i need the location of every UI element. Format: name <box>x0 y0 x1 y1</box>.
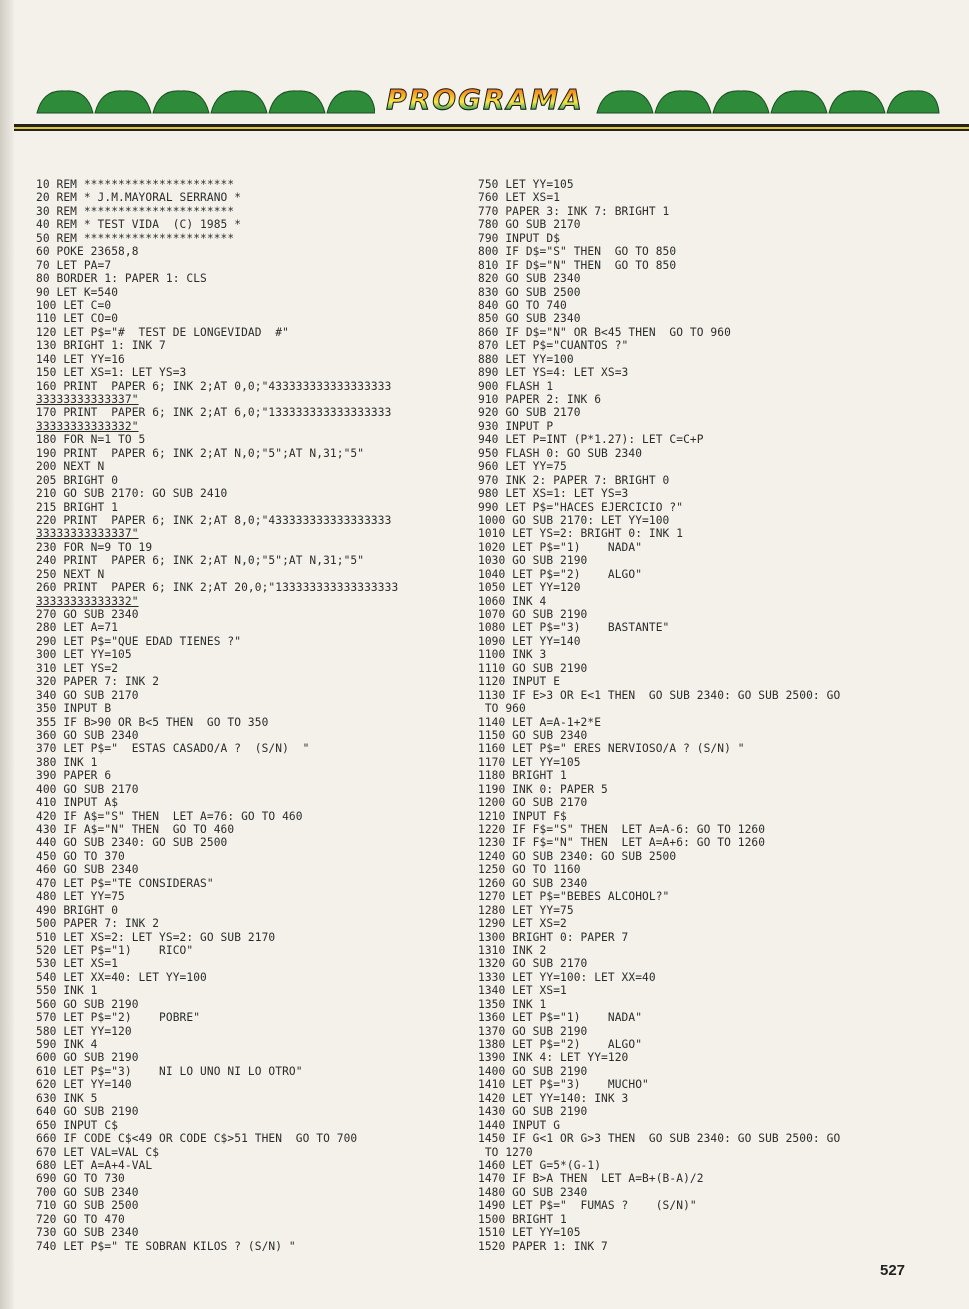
code-line: 1220 IF F$="S" THEN LET A=A-6: GO TO 1260 <box>478 823 766 836</box>
code-line: 660 IF CODE C$<49 OR CODE C$>51 THEN GO TO 700 <box>36 1132 358 1146</box>
code-line: 790 INPUT D$ <box>478 231 561 245</box>
code-line: 450 GO TO 370 <box>36 849 125 863</box>
code-line: 1240 GO SUB 2340: GO SUB 2500 <box>478 849 677 863</box>
code-line: 710 GO SUB 2500 <box>36 1199 139 1213</box>
code-line: 870 LET P$="CUANTOS ?" <box>478 339 629 353</box>
code-line: 60 POKE 23658,8 <box>36 245 139 259</box>
code-line: 580 LET YY=120 <box>36 1024 132 1038</box>
code-line: 810 IF D$="N" THEN GO TO 850 <box>478 258 677 272</box>
code-line: 880 LET YY=100 <box>478 352 574 366</box>
code-line: 1070 GO SUB 2190 <box>478 608 588 621</box>
header-band <box>30 80 969 120</box>
code-line: 1410 LET P$="3) MUCHO" <box>478 1078 649 1092</box>
code-line: 230 FOR N=9 TO 19 <box>36 540 153 554</box>
code-line: 500 PAPER 7: INK 2 <box>36 917 160 931</box>
code-line: 33333333333332" <box>36 594 139 608</box>
code-line: 310 LET YS=2 <box>36 661 119 675</box>
listing-left-column <box>36 178 466 1253</box>
code-line: 390 PAPER 6 <box>36 769 112 783</box>
code-line: 1150 GO SUB 2340 <box>478 728 588 742</box>
code-line: 250 NEXT N <box>36 567 105 581</box>
code-line: 1270 LET P$="BEBES ALCOHOL?" <box>478 890 670 904</box>
frog-row-left-icon <box>35 85 375 115</box>
code-line: 340 GO SUB 2170 <box>36 688 139 702</box>
code-line: 630 INK 5 <box>36 1091 98 1105</box>
code-line: 1340 LET XS=1 <box>478 984 567 998</box>
code-line: 1330 LET YY=100: LET XX=40 <box>478 970 656 984</box>
code-line: 110 LET CO=0 <box>36 312 119 326</box>
code-line: 430 IF A$="N" THEN GO TO 460 <box>36 823 235 836</box>
code-line: 1020 LET P$="1) NADA" <box>478 540 643 554</box>
code-line: 1080 LET P$="3) BASTANTE" <box>478 621 670 635</box>
code-line: 780 GO SUB 2170 <box>478 218 581 232</box>
code-line: 890 LET YS=4: LET XS=3 <box>478 366 629 380</box>
code-line: 10 REM ********************** <box>36 178 235 191</box>
programa-title: PROGRAMA <box>380 80 590 120</box>
code-line: 215 BRIGHT 1 <box>36 500 119 514</box>
code-line: 490 BRIGHT 0 <box>36 903 119 917</box>
page-binding-shadow <box>0 0 14 1309</box>
code-line: 620 LET YY=140 <box>36 1078 132 1092</box>
code-line: 730 GO SUB 2340 <box>36 1226 139 1240</box>
code-line: 355 IF B>90 OR B<5 THEN GO TO 350 <box>36 715 269 729</box>
code-line: 770 PAPER 3: INK 7: BRIGHT 1 <box>478 204 670 218</box>
code-line: 270 GO SUB 2340 <box>36 608 139 621</box>
code-line: 120 LET P$="# TEST DE LONGEVIDAD #" <box>36 325 289 339</box>
code-line: 1520 PAPER 1: INK 7 <box>478 1239 608 1253</box>
code-line: 1490 LET P$=" FUMAS ? (S/N)" <box>478 1199 697 1213</box>
code-line: 860 IF D$="N" OR B<45 THEN GO TO 960 <box>478 325 731 339</box>
code-line: 550 INK 1 <box>36 984 98 998</box>
code-line: 740 LET P$=" TE SOBRAN KILOS ? (S/N) " <box>36 1239 296 1253</box>
code-line: 1350 INK 1 <box>478 997 547 1011</box>
header-rule-lower <box>14 129 969 131</box>
code-line: 33333333333337" <box>36 527 139 541</box>
code-line: 290 LET P$="QUE EDAD TIENES ?" <box>36 634 242 648</box>
code-line: 1430 GO SUB 2190 <box>478 1105 588 1119</box>
code-line: 980 LET XS=1: LET YS=3 <box>478 487 629 501</box>
code-line: 1500 BRIGHT 1 <box>478 1212 567 1226</box>
code-line: 930 INPUT P <box>478 419 554 433</box>
code-line: 1370 GO SUB 2190 <box>478 1024 588 1038</box>
code-line: 650 INPUT C$ <box>36 1118 119 1132</box>
code-line: 970 INK 2: PAPER 7: BRIGHT 0 <box>478 473 670 487</box>
code-line: 920 GO SUB 2170 <box>478 406 581 420</box>
code-line: 1260 GO SUB 2340 <box>478 876 588 890</box>
code-line: 1400 GO SUB 2190 <box>478 1064 588 1078</box>
code-line: 260 PRINT PAPER 6; INK 2;AT 20,0;"133333333333333333 <box>36 581 399 595</box>
frog-row-right-icon <box>595 85 940 115</box>
code-line: 210 GO SUB 2170: GO SUB 2410 <box>36 487 228 501</box>
code-line: 510 LET XS=2: LET YS=2: GO SUB 2170 <box>36 930 276 944</box>
code-line: 240 PRINT PAPER 6; INK 2;AT N,0;"5";AT N,31;"5" <box>36 554 365 568</box>
code-line: 1140 LET A=A-1+2*E <box>478 715 602 729</box>
code-line: 950 FLASH 0: GO SUB 2340 <box>478 446 643 460</box>
code-line: 420 IF A$="S" THEN LET A=76: GO TO 460 <box>36 809 303 823</box>
code-line: 530 LET XS=1 <box>36 957 119 971</box>
code-line: 350 INPUT B <box>36 702 112 716</box>
code-line: 1110 GO SUB 2190 <box>478 661 588 675</box>
code-line: 30 REM ********************** <box>36 204 235 218</box>
code-line: 180 FOR N=1 TO 5 <box>36 433 146 447</box>
code-line: 1510 LET YY=105 <box>478 1226 581 1240</box>
code-line: 520 LET P$="1) RICO" <box>36 943 194 957</box>
code-line: 1050 LET YY=120 <box>478 581 581 595</box>
code-line: 1120 INPUT E <box>478 675 561 689</box>
code-line: 1360 LET P$="1) NADA" <box>478 1011 643 1025</box>
code-line: 1000 GO SUB 2170: LET YY=100 <box>478 513 670 527</box>
code-line: 690 GO TO 730 <box>36 1172 125 1186</box>
code-line: 1460 LET G=5*(G-1) <box>478 1158 602 1172</box>
code-line: 560 GO SUB 2190 <box>36 997 139 1011</box>
code-line: 910 PAPER 2: INK 6 <box>478 393 602 406</box>
code-line: 1230 IF F$="N" THEN LET A=A+6: GO TO 1260 <box>478 836 766 850</box>
code-line: 820 GO SUB 2340 <box>478 272 581 286</box>
code-line: 1250 GO TO 1160 <box>478 863 581 877</box>
code-line: 200 NEXT N <box>36 460 105 474</box>
code-line: 1030 GO SUB 2190 <box>478 554 588 568</box>
code-line: 540 LET XX=40: LET YY=100 <box>36 970 207 984</box>
code-line: 800 IF D$="S" THEN GO TO 850 <box>478 245 677 259</box>
code-line: 400 GO SUB 2170 <box>36 782 139 796</box>
code-line: 750 LET YY=105 <box>478 178 574 191</box>
code-line: 840 GO TO 740 <box>478 298 567 312</box>
code-line: 470 LET P$="TE CONSIDERAS" <box>36 876 214 890</box>
code-line: 1190 INK 0: PAPER 5 <box>478 782 608 796</box>
code-line: 130 BRIGHT 1: INK 7 <box>36 339 166 353</box>
code-line: 1040 LET P$="2) ALGO" <box>478 567 643 581</box>
code-line: 40 REM * TEST VIDA (C) 1985 * <box>36 218 242 232</box>
code-line: 1310 INK 2 <box>478 943 547 957</box>
code-line: 700 GO SUB 2340 <box>36 1185 139 1199</box>
code-line: 1180 BRIGHT 1 <box>478 769 567 783</box>
code-line: 1450 IF G<1 OR G>3 THEN GO SUB 2340: GO SUB 2500: GO <box>478 1132 841 1146</box>
code-line: 220 PRINT PAPER 6; INK 2;AT 8,0;"433333333333333333 <box>36 513 392 527</box>
code-line: 940 LET P=INT (P*1.27): LET C=C+P <box>478 433 704 447</box>
code-line: 100 LET C=0 <box>36 298 112 312</box>
code-line: 410 INPUT A$ <box>36 796 119 810</box>
code-line: 1010 LET YS=2: BRIGHT 0: INK 1 <box>478 527 684 541</box>
code-line: 320 PAPER 7: INK 2 <box>36 675 160 689</box>
code-line: 70 LET PA=7 <box>36 258 112 272</box>
code-line: 610 LET P$="3) NI LO UNO NI LO OTRO" <box>36 1064 303 1078</box>
listing-right-column <box>478 178 918 1253</box>
code-line: 20 REM * J.M.MAYORAL SERRANO * <box>36 191 242 205</box>
code-line: 1470 IF B>A THEN LET A=B+(B-A)/2 <box>478 1172 704 1186</box>
code-line: TO 960 <box>478 702 526 716</box>
code-line: 1130 IF E>3 OR E<1 THEN GO SUB 2340: GO SUB 2500: GO <box>478 688 841 702</box>
code-line: 900 FLASH 1 <box>478 379 554 393</box>
code-line: 1300 BRIGHT 0: PAPER 7 <box>478 930 629 944</box>
code-line: 300 LET YY=105 <box>36 648 132 662</box>
code-line: 1090 LET YY=140 <box>478 634 581 648</box>
code-line: 140 LET YY=16 <box>36 352 125 366</box>
code-line: 640 GO SUB 2190 <box>36 1105 139 1119</box>
code-line: 460 GO SUB 2340 <box>36 863 139 877</box>
code-line: 680 LET A=A+4-VAL <box>36 1158 153 1172</box>
code-line: 480 LET YY=75 <box>36 890 125 904</box>
code-line: 160 PRINT PAPER 6; INK 2;AT 0,0;"433333333333333333 <box>36 379 392 393</box>
code-line: 670 LET VAL=VAL C$ <box>36 1145 160 1159</box>
page-number: 527 <box>880 1262 906 1279</box>
code-line: 760 LET XS=1 <box>478 191 561 205</box>
code-line: 1420 LET YY=140: INK 3 <box>478 1091 629 1105</box>
code-line: 1390 INK 4: LET YY=120 <box>478 1051 629 1065</box>
code-line: 50 REM ********************** <box>36 231 235 245</box>
code-line: 1440 INPUT G <box>478 1118 561 1132</box>
code-line: 90 LET K=540 <box>36 285 119 299</box>
code-line: 190 PRINT PAPER 6; INK 2;AT N,0;"5";AT N,31;"5" <box>36 446 365 460</box>
code-line: 1380 LET P$="2) ALGO" <box>478 1038 643 1051</box>
code-line: 590 INK 4 <box>36 1038 98 1051</box>
code-line: 1060 INK 4 <box>478 594 547 608</box>
code-line: 1200 GO SUB 2170 <box>478 796 588 810</box>
code-line: 1100 INK 3 <box>478 648 547 662</box>
code-line: 960 LET YY=75 <box>478 460 567 474</box>
code-line: 850 GO SUB 2340 <box>478 312 581 326</box>
code-line: 280 LET A=71 <box>36 621 119 635</box>
code-line: 720 GO TO 470 <box>36 1212 125 1226</box>
code-line: 1210 INPUT F$ <box>478 809 567 823</box>
code-line: 33333333333332" <box>36 419 139 433</box>
code-line: 570 LET P$="2) POBRE" <box>36 1011 201 1025</box>
code-line: 33333333333337" <box>36 393 139 406</box>
code-line: 170 PRINT PAPER 6; INK 2;AT 6,0;"133333333333333333 <box>36 406 392 420</box>
code-line: 1170 LET YY=105 <box>478 755 581 769</box>
code-line: 360 GO SUB 2340 <box>36 728 139 742</box>
code-line: 1280 LET YY=75 <box>478 903 574 917</box>
code-line: 1480 GO SUB 2340 <box>478 1185 588 1199</box>
code-line: 1290 LET XS=2 <box>478 917 567 931</box>
code-line: 205 BRIGHT 0 <box>36 473 119 487</box>
code-line: 600 GO SUB 2190 <box>36 1051 139 1065</box>
code-line: 80 BORDER 1: PAPER 1: CLS <box>36 272 207 286</box>
code-line: TO 1270 <box>478 1145 533 1159</box>
code-line: 830 GO SUB 2500 <box>478 285 581 299</box>
code-line: 1160 LET P$=" ERES NERVIOSO/A ? (S/N) " <box>478 742 745 756</box>
code-line: 150 LET XS=1: LET YS=3 <box>36 366 187 380</box>
code-line: 370 LET P$=" ESTAS CASADO/A ? (S/N) " <box>36 742 310 756</box>
code-line: 1320 GO SUB 2170 <box>478 957 588 971</box>
code-line: 440 GO SUB 2340: GO SUB 2500 <box>36 836 228 850</box>
code-line: 380 INK 1 <box>36 755 98 769</box>
code-line: 990 LET P$="HACES EJERCICIO ?" <box>478 500 684 514</box>
